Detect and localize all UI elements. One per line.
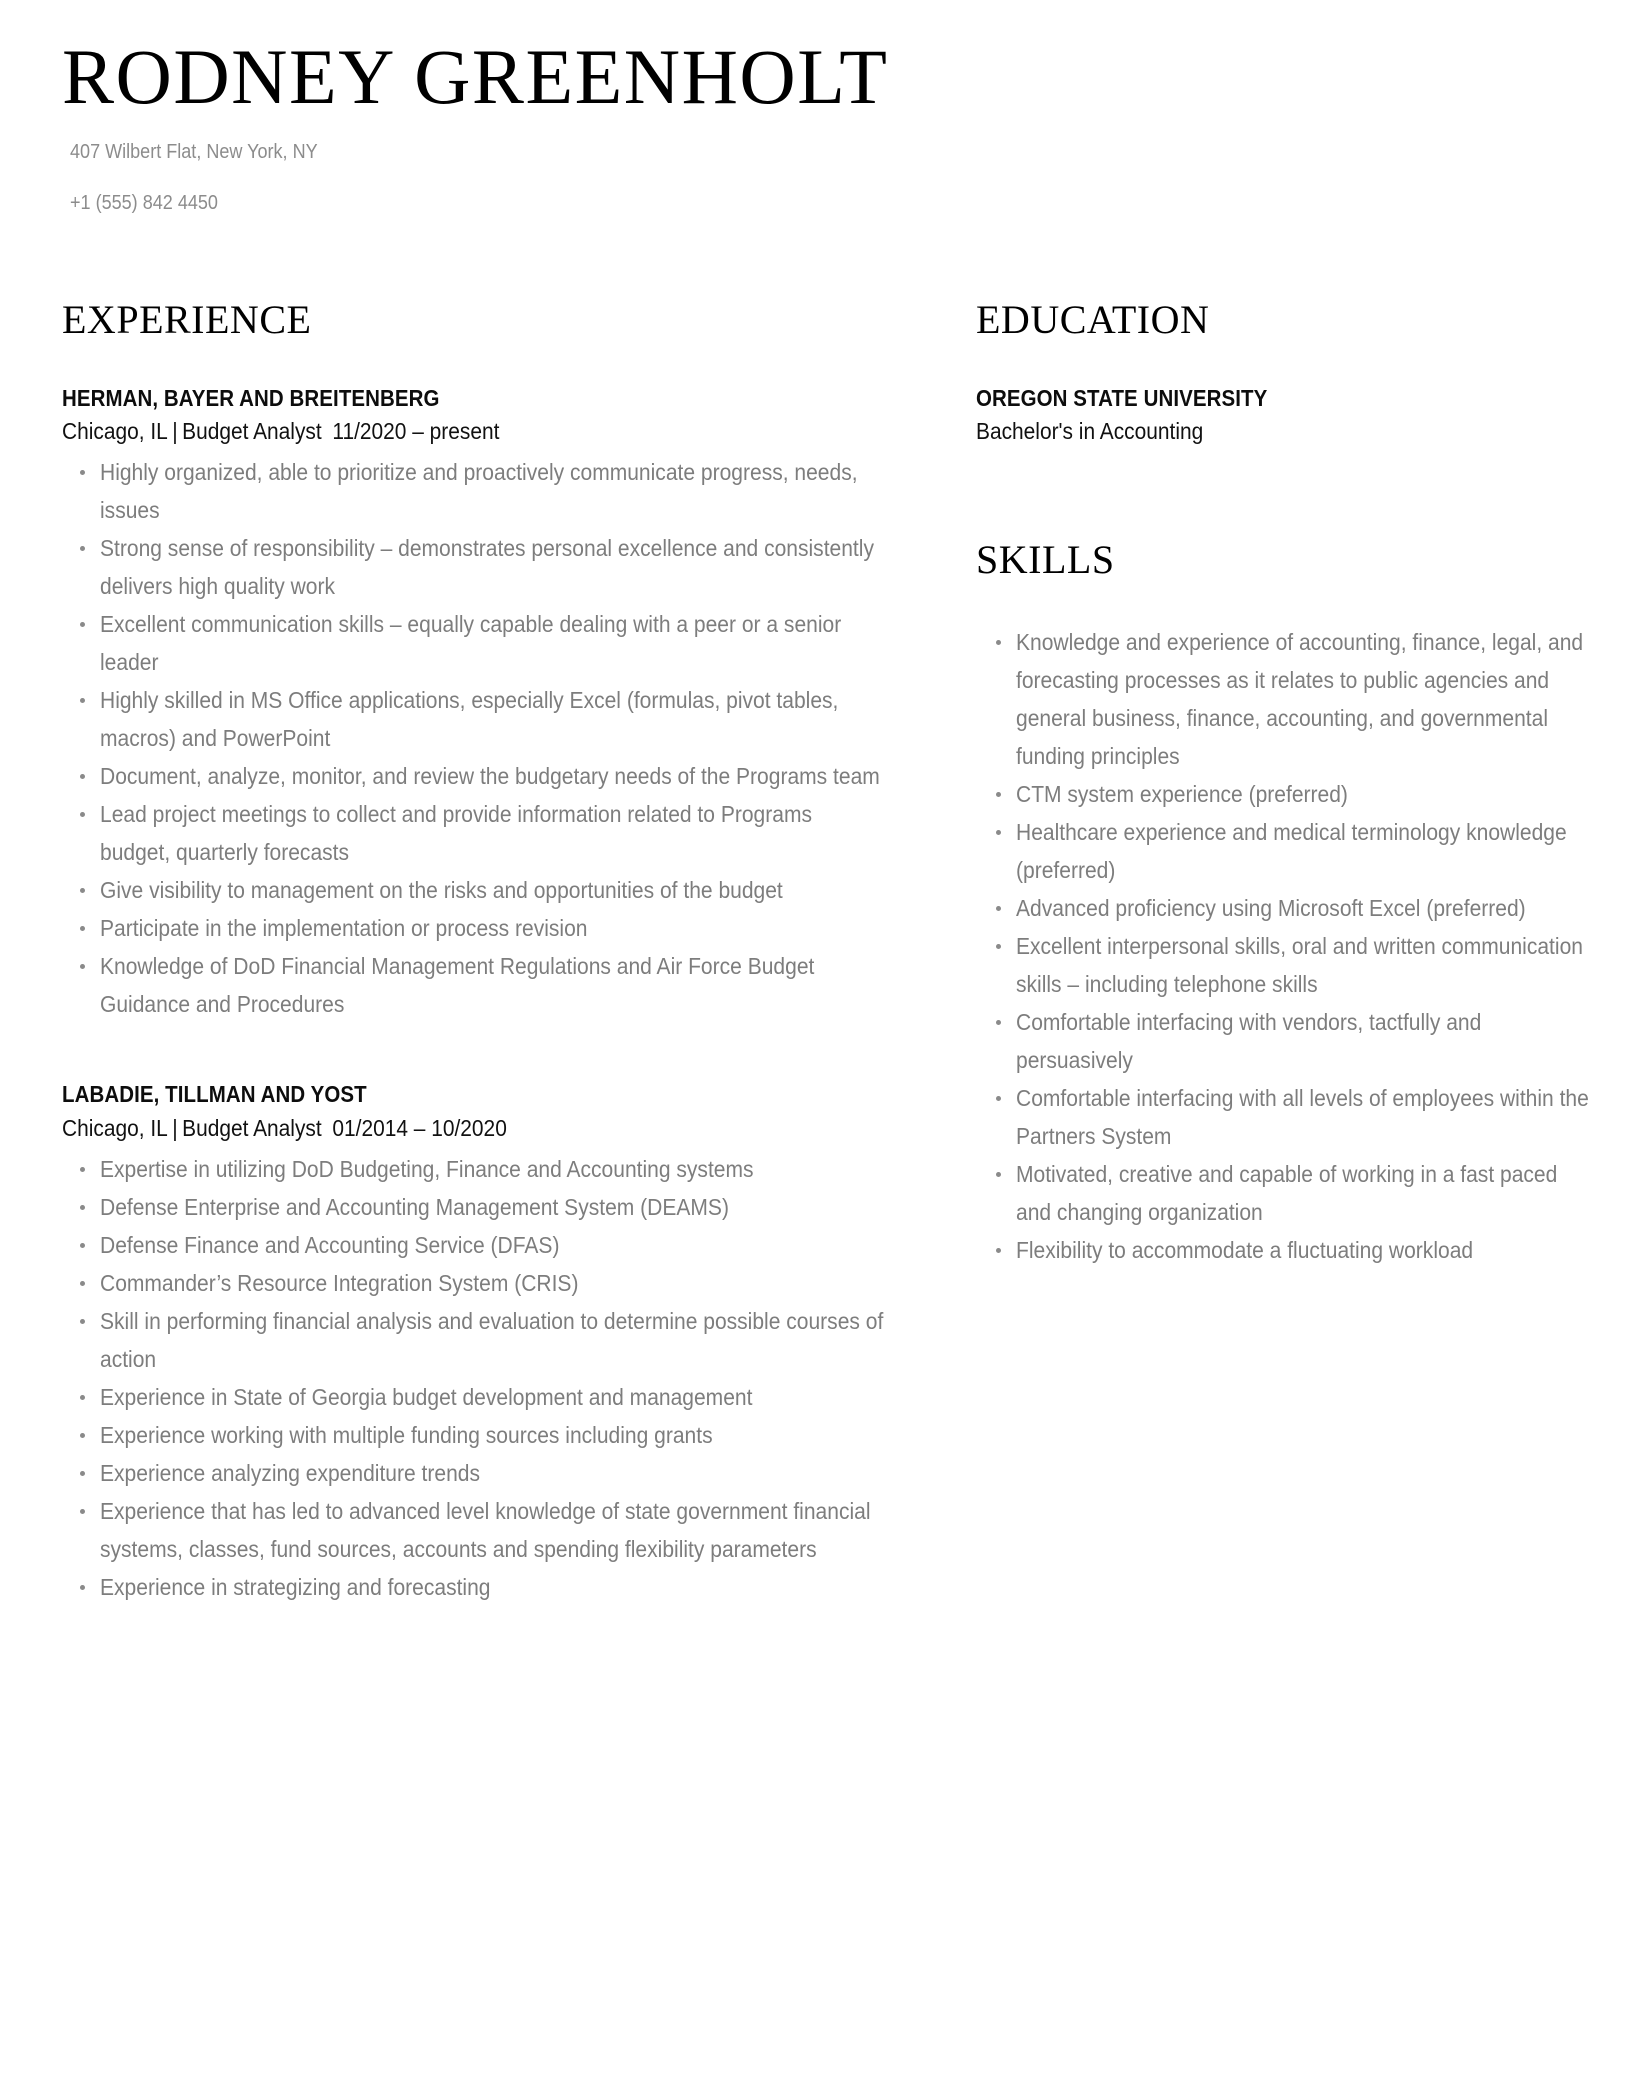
list-item-text: Experience that has led to advanced level knowledge of state government financial systems, classes, fund sources, accounts and spending flexibility parameters [100, 1497, 871, 1562]
candidate-name: RODNEY GREENHOLT [62, 33, 889, 120]
contact-phone: +1 (555) 842 4450 [70, 190, 218, 214]
list-item [62, 1264, 884, 1302]
list-item [62, 1568, 884, 1606]
list-item-text: Flexibility to accommodate a fluctuating workload [1016, 1237, 1474, 1264]
skills-list [976, 623, 1592, 1269]
list-item [62, 681, 884, 757]
list-item-text: Document, analyze, monitor, and review the budgetary needs of the Programs team [100, 763, 880, 790]
contact-address: 407 Wilbert Flat, New York, NY [70, 140, 318, 163]
list-item-text: Give visibility to management on the risks and opportunities of the budget [100, 877, 783, 904]
list-item-text: Expertise in utilizing DoD Budgeting, Finance and Accounting systems [100, 1155, 754, 1182]
list-item-text: Lead project meetings to collect and provide information related to Programs budget, quarterly forecasts [100, 801, 812, 866]
job-location: Chicago, IL [62, 1114, 168, 1141]
section-title-education: EDUCATION [976, 297, 1210, 343]
job-location: Chicago, IL [62, 418, 168, 445]
list-item [976, 813, 1592, 889]
experience-entries [62, 383, 884, 1606]
list-item-text: Advanced proficiency using Microsoft Excel (preferred) [1016, 895, 1526, 922]
list-item-text: Comfortable interfacing with all levels of employees within the Partners System [1016, 1085, 1589, 1150]
list-item-text: Participate in the implementation or process revision [100, 915, 588, 942]
list-item-text: Experience in strategizing and forecasting [100, 1573, 491, 1600]
education-entries [976, 383, 1592, 449]
list-item-text: Experience in State of Georgia budget development and management [100, 1383, 753, 1410]
education-entry [976, 383, 1592, 449]
list-item-text: Healthcare experience and medical terminology knowledge (preferred) [1016, 819, 1567, 884]
employer-name: LABADIE, TILLMAN AND YOST [62, 1081, 367, 1108]
job-title: Budget Analyst [182, 418, 322, 445]
list-item-text: Knowledge and experience of accounting, finance, legal, and forecasting processes as it relates to public agencies and general business, finance, accounting, and governmental funding principles [1016, 629, 1584, 770]
list-item-text: Excellent interpersonal skills, oral and written communication skills – including telephone skills [1016, 933, 1583, 998]
section-title-experience: EXPERIENCE [62, 297, 312, 343]
list-item [62, 909, 884, 947]
resume-header [0, 0, 1632, 215]
contact-block [62, 140, 1632, 215]
list-item [62, 1454, 884, 1492]
school-name: OREGON STATE UNIVERSITY [976, 385, 1268, 412]
right-column [914, 299, 1592, 1269]
list-item [62, 1302, 884, 1378]
job-dates: 11/2020 – present [332, 418, 500, 445]
list-item [976, 623, 1592, 775]
list-item [62, 947, 884, 1023]
list-item [62, 757, 884, 795]
resume-body [0, 241, 1632, 1606]
list-item-text: Strong sense of responsibility – demonstrates personal excellence and consistently delivers high quality work [100, 535, 874, 600]
left-column [62, 299, 914, 1606]
list-item [62, 453, 884, 529]
list-item-text: Defense Finance and Accounting Service (DFAS) [100, 1231, 560, 1258]
list-item-text: Comfortable interfacing with vendors, tactfully and persuasively [1016, 1009, 1482, 1074]
list-item-text: CTM system experience (preferred) [1016, 781, 1348, 808]
section-title-skills: SKILLS [976, 537, 1115, 583]
job-dates: 01/2014 – 10/2020 [332, 1114, 507, 1141]
list-item-text: Knowledge of DoD Financial Management Regulations and Air Force Budget Guidance and Procedures [100, 953, 815, 1018]
list-item [62, 1378, 884, 1416]
list-item-text: Experience working with multiple funding sources including grants [100, 1421, 713, 1448]
list-item [976, 1079, 1592, 1155]
list-item-text: Highly organized, able to prioritize and proactively communicate progress, needs, issues [100, 459, 858, 524]
list-item-text: Defense Enterprise and Accounting Management System (DEAMS) [100, 1193, 729, 1220]
list-item [976, 1231, 1592, 1269]
meta-separator: | [172, 1114, 178, 1141]
list-item [62, 1226, 884, 1264]
employment-meta [62, 1111, 794, 1146]
list-item [62, 1416, 884, 1454]
list-item [62, 605, 884, 681]
list-item-text: Highly skilled in MS Office applications, especially Excel (formulas, pivot tables, macros) and PowerPoint [100, 687, 839, 752]
list-item [62, 1492, 884, 1568]
list-item [976, 889, 1592, 927]
list-item [976, 1155, 1592, 1231]
meta-separator: | [172, 418, 178, 445]
list-item [976, 927, 1592, 1003]
experience-entry [62, 1079, 884, 1605]
list-item-text: Experience analyzing expenditure trends [100, 1459, 480, 1486]
experience-entry [62, 383, 884, 1023]
responsibility-list [62, 453, 884, 1023]
list-item [976, 775, 1592, 813]
list-item-text: Commander’s Resource Integration System (CRIS) [100, 1269, 579, 1296]
list-item [62, 1188, 884, 1226]
list-item-text: Excellent communication skills – equally capable dealing with a peer or a senior leader [100, 611, 842, 676]
list-item-text: Skill in performing financial analysis and evaluation to determine possible courses of action [100, 1307, 884, 1372]
list-item [976, 1003, 1592, 1079]
responsibility-list [62, 1150, 884, 1606]
degree-name: Bachelor's in Accounting [976, 418, 1204, 445]
list-item [62, 529, 884, 605]
employment-meta [62, 414, 794, 449]
list-item [62, 871, 884, 909]
employer-name: HERMAN, BAYER AND BREITENBERG [62, 385, 440, 412]
list-item-text: Motivated, creative and capable of working in a fast paced and changing organization [1016, 1161, 1558, 1226]
list-item [62, 795, 884, 871]
job-title: Budget Analyst [182, 1114, 322, 1141]
list-item [62, 1150, 884, 1188]
